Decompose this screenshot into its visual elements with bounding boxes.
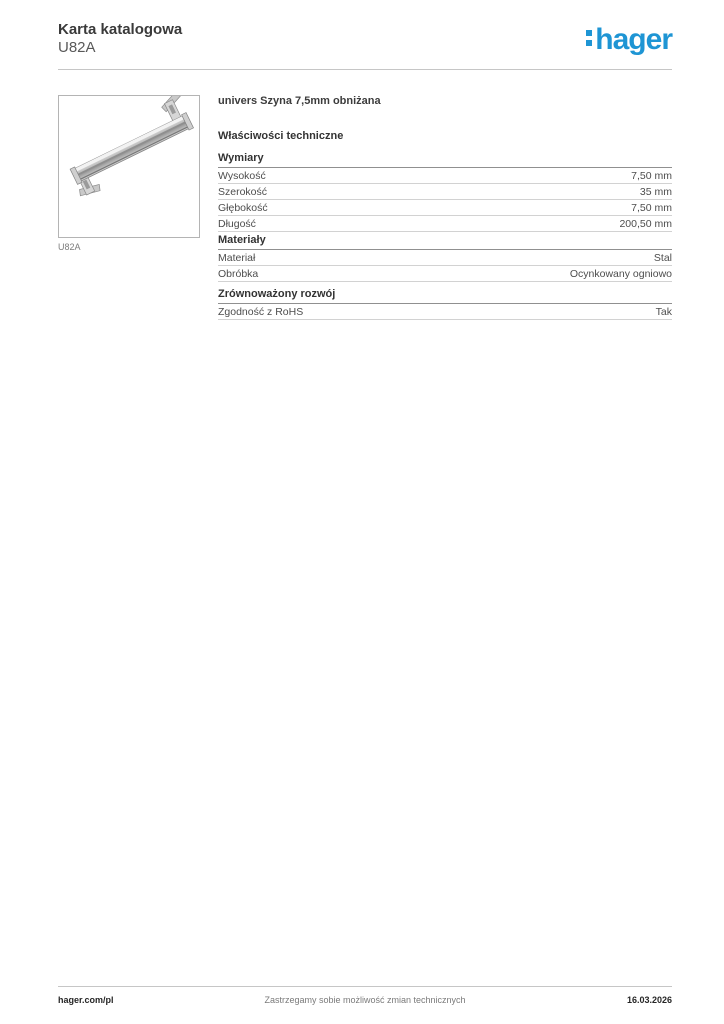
row-value: Stal	[653, 251, 672, 264]
sustainability-group	[218, 288, 672, 320]
row-value: 35 mm	[639, 185, 672, 198]
row-label: Zgodność z RoHS	[218, 305, 304, 318]
product-photo-din-rail-icon	[59, 96, 199, 237]
row-value: Tak	[655, 305, 672, 318]
row-value: 200,50 mm	[619, 217, 672, 230]
row-label: Obróbka	[218, 267, 259, 280]
product-title: univers Szyna 7,5mm obniżana	[218, 95, 381, 107]
table-row	[218, 266, 672, 282]
table-row	[218, 184, 672, 200]
footer-date: 16.03.2026	[626, 995, 672, 1005]
row-value: 7,50 mm	[631, 169, 672, 182]
row-label: Materiał	[218, 251, 256, 264]
footer-website-link[interactable]: hager.com/pl	[58, 995, 114, 1005]
table-row	[218, 216, 672, 232]
hager-logo	[586, 25, 672, 55]
logo-colon-icon	[586, 30, 592, 46]
group-title-sustainability: Zrównoważony rozwój	[218, 288, 672, 304]
group-title-dimensions: Wymiary	[218, 152, 672, 168]
table-row	[218, 250, 672, 266]
table-row	[218, 168, 672, 184]
footer-disclaimer: Zastrzegamy sobie możliwość zmian technicznych	[264, 995, 466, 1005]
footer	[58, 995, 672, 1009]
footer-divider	[58, 986, 672, 987]
header-divider	[58, 69, 672, 70]
row-label: Długość	[218, 217, 256, 230]
product-image-caption: U82A	[58, 242, 81, 252]
table-row	[218, 200, 672, 216]
dimensions-group	[218, 152, 672, 232]
row-label: Szerokość	[218, 185, 268, 198]
technical-properties-heading: Właściwości techniczne	[218, 130, 344, 142]
row-value: Ocynkowany ogniowo	[569, 267, 672, 280]
row-label: Wysokość	[218, 169, 266, 182]
product-image-frame	[58, 95, 200, 238]
product-reference: U82A	[58, 39, 96, 56]
table-row	[218, 304, 672, 320]
row-value: 7,50 mm	[631, 201, 672, 214]
row-label: Głębokość	[218, 201, 268, 214]
group-title-materials: Materiały	[218, 234, 672, 250]
document-type-title: Karta katalogowa	[58, 21, 183, 38]
logo-wordmark: hager	[595, 23, 672, 56]
materials-group	[218, 234, 672, 282]
